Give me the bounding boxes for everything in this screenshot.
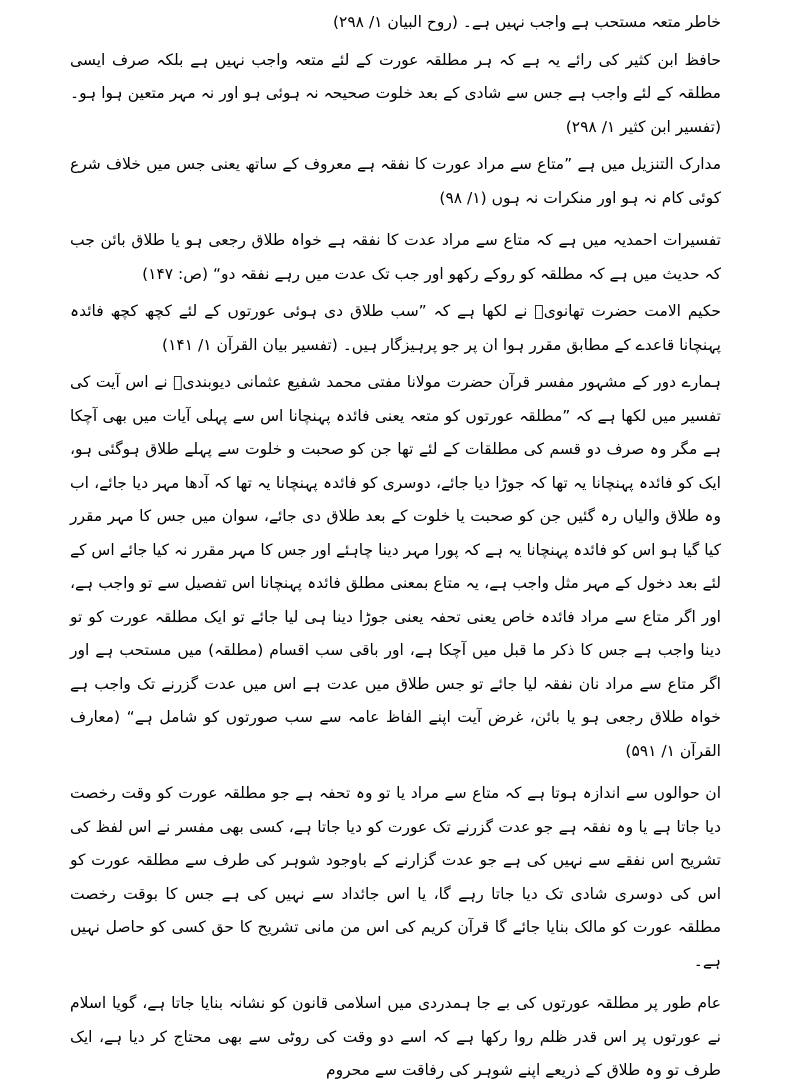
paragraph-madarik: مدارک التنزیل میں ہے ”متاع سے مراد عورت کا نفقہ ہے معروف کے ساتھ یعنی جس میں خلاف شرع کوئی کام نہ ہو اور منکرات نہ ہوں (۱/ ۹۸) [70, 155, 721, 207]
paragraph-tafsirat-ahmadiyya: تفسیرات احمدیہ میں ہے کہ متاع سے مراد عدت کا نفقہ ہے خواہ طلاق رجعی ہو یا طلاق بائن جب کہ حدیث میں ہے کہ مطلقہ کو روکے رکھو اور جب تک عدت میں رہے نفقہ دو“ (ص: ۱۴۷) [70, 231, 721, 283]
paragraph-ibn-kathir: حافظ ابن کثیر کی رائے یہ ہے کہ ہر مطلقہ عورت کے لئے متعہ واجب نہیں ہے بلکہ صرف ایسی مطلقہ کے لئے واجب ہے جس سے شادی کے بعد خلوت صحیحہ نہ ہوئی ہو اور نہ مہر متعین ہوا ہو۔ (تفسیر ابن کثیر ۱/ ۲۹۸) [70, 50, 721, 136]
paragraph-conclusion: ان حوالوں سے اندازہ ہوتا ہے کہ متاع سے مراد یا تو وہ تحفہ ہے جو مطلقہ عورت کو وقت رخصت دیا جاتا ہے یا وہ نفقہ ہے جو عدت گزرنے تک عورت کو دیا جاتا ہے، کسی بھی مفسر نے اس لفظ کی تشریح اس نفقے سے نہیں کی ہے جو عدت گزارنے کے باوجود شوہر کی طرف سے مطلقہ عورت کو اس کی دوسری شادی تک دیا جاتا رہے گا، یا اس جائداد سے نہیں کی ہے جس کا بوقت رخصت مطلقہ عورت کو مالک بنایا جائے گا قرآن کریم کی اس من مانی تشریح کا حق کسی کو حاصل نہیں ہے۔ [70, 784, 721, 970]
paragraph-ruh-al-bayan: خاطر متعہ مستحب ہے واجب نہیں ہے۔ (روح البیان ۱/ ۲۹۸) [332, 13, 721, 31]
paragraph-thanvi: حکیم الامت حضرت تھانویؒ نے لکھا ہے کہ ”سب طلاق دی ہوئی عورتوں کے لئے کچھ کچھ فائدہ پہنچانا قاعدے کے مطابق مقرر ہوا ان پر جو پرہیزگار ہیں۔ (تفسیر بیان القرآن ۱/ ۱۴۱) [70, 302, 721, 354]
paragraph-common-misconception: عام طور پر مطلقہ عورتوں کی بے جا ہمدردی میں اسلامی قانون کو نشانہ بنایا جاتا ہے، گویا اسلام نے عورتوں پر اس قدر ظلم روا رکھا ہے کہ اسے دو وقت کی روٹی سے بھی محتاج کر دیا ہے، ایک طرف تو وہ طلاق کے ذریعے اپنے شوہر کی رفاقت سے محروم [70, 994, 721, 1079]
paragraph-maarif-ul-quran: ہمارے دور کے مشہور مفسر قرآن حضرت مولانا مفتی محمد شفیع عثمانی دیوبندیؒ نے اس آیت کی تفسیر میں لکھا ہے کہ ”مطلقہ عورتوں کو متعہ یعنی فائدہ پہنچانا اس سے پہلی آیات میں بھی آچکا ہے مگر وہ صرف دو قسم کی مطلقات کے لئے تھا جن کو صحبت و خلوت سے پہلے طلاق ہوگئی ہو، ایک کو فائدہ پہنچانا یہ تھا کہ جوڑا دیا جائے، دوسری کو فائدہ پہنچانا یہ تھا کہ آدھا مہر دیا جائے، اب وہ طلاق والیاں رہ گئیں جن کو صحبت یا خلوت کے بعد طلاق دی جائے، سوان میں جس کا مہر مقرر کیا گیا ہو اس کو فائدہ پہنچانا یہ ہے کہ پورا مہر دینا چاہئے اور جس کا مہر مقرر نہ کیا جائے اس کے لئے بعد دخول کے مہر مثل واجب ہے، یہ متاع بمعنی مطلق فائدہ پہنچانا اس تفصیل سے تو واجب ہے، اور اگر متاع سے مراد فائدہ خاص یعنی تحفہ یعنی جوڑا دینا ہی لیا جائے تو ایک مطلقہ عورت کو تو دینا واجب ہے جس کا ذکر ما قبل میں آچکا ہے، اور باقی سب اقسام (مطلقہ) میں مستحب ہے اور اگر متاع سے مراد نان نفقہ لیا جائے تو جس طلاق میں عدت ہے اس میں عدت گزرنے تک واجب ہے خواہ طلاق رجعی ہو یا بائن، غرض آیت اپنے الفاظ عامہ سے سب صورتوں کو شامل ہے“ (معارف القرآن ۱/ ۵۹۱) [70, 373, 721, 760]
